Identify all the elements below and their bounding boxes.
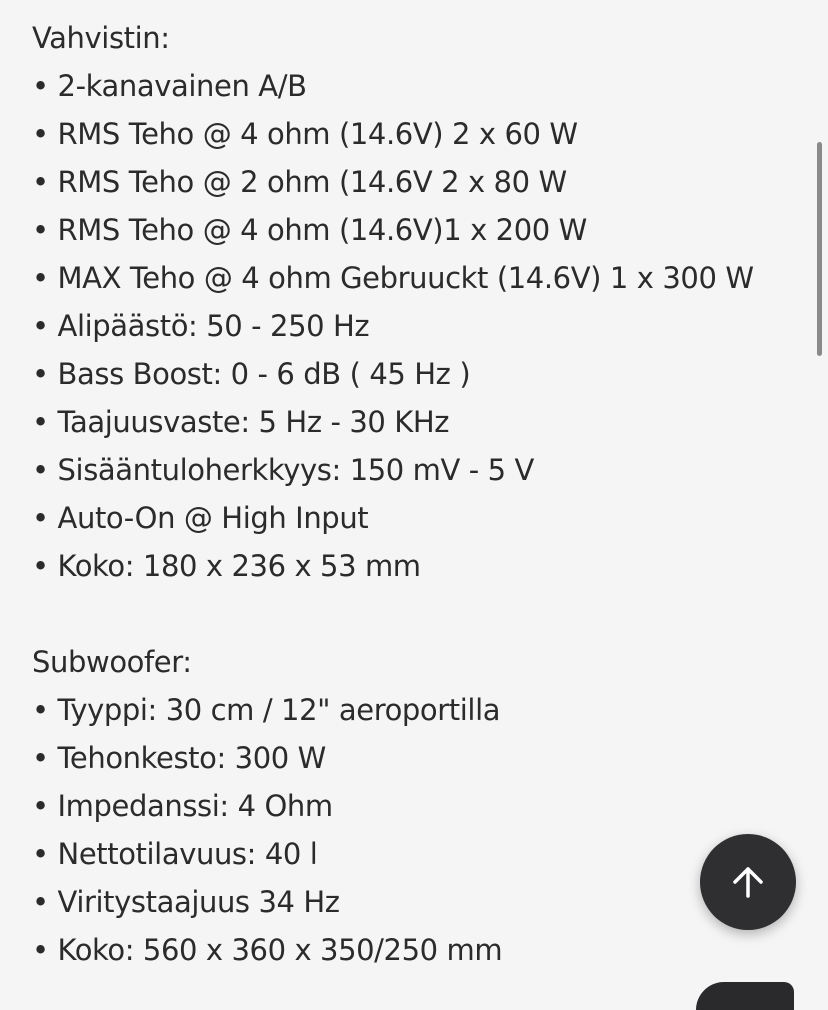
product-description bbox=[32, 14, 792, 974]
subwoofer-heading: Subwoofer: bbox=[32, 645, 192, 679]
subwoofer-spec-item: • Tehonkesto: 300 W bbox=[32, 741, 326, 775]
subwoofer-spec-item: • Nettotilavuus: 40 l bbox=[32, 837, 318, 871]
subwoofer-spec-item: • Viritystaajuus 34 Hz bbox=[32, 885, 340, 919]
subwoofer-spec-item: • Impedanssi: 4 Ohm bbox=[32, 789, 333, 823]
amplifier-spec-item: • Sisääntuloherkkyys: 150 mV - 5 V bbox=[32, 453, 534, 487]
amplifier-spec-item: • Auto-On @ High Input bbox=[32, 501, 369, 535]
chat-button[interactable] bbox=[696, 982, 794, 1010]
amplifier-spec-item: • RMS Teho @ 2 ohm (14.6V 2 x 80 W bbox=[32, 165, 567, 199]
amplifier-spec-item: • RMS Teho @ 4 ohm (14.6V) 2 x 60 W bbox=[32, 117, 578, 151]
amplifier-spec-item: • Bass Boost: 0 - 6 dB ( 45 Hz ) bbox=[32, 357, 471, 391]
subwoofer-spec-item: • Koko: 560 x 360 x 350/250 mm bbox=[32, 933, 503, 967]
scrollbar-thumb[interactable] bbox=[817, 142, 822, 356]
amplifier-spec-item: • MAX Teho @ 4 ohm Gebruuckt (14.6V) 1 x 300 W bbox=[32, 261, 754, 295]
amplifier-spec-item: • Alipäästö: 50 - 250 Hz bbox=[32, 309, 370, 343]
section-spacer bbox=[32, 590, 792, 638]
amplifier-spec-item: • Koko: 180 x 236 x 53 mm bbox=[32, 549, 421, 583]
scroll-to-top-button[interactable] bbox=[700, 834, 796, 930]
amplifier-heading: Vahvistin: bbox=[32, 21, 170, 55]
amplifier-spec-item: • 2-kanavainen A/B bbox=[32, 69, 307, 103]
subwoofer-spec-item: • Tyyppi: 30 cm / 12" aeroportilla bbox=[32, 693, 501, 727]
amplifier-spec-item: • RMS Teho @ 4 ohm (14.6V)1 x 200 W bbox=[32, 213, 587, 247]
amplifier-spec-item: • Taajuusvaste: 5 Hz - 30 KHz bbox=[32, 405, 450, 439]
arrow-up-icon bbox=[728, 862, 768, 902]
